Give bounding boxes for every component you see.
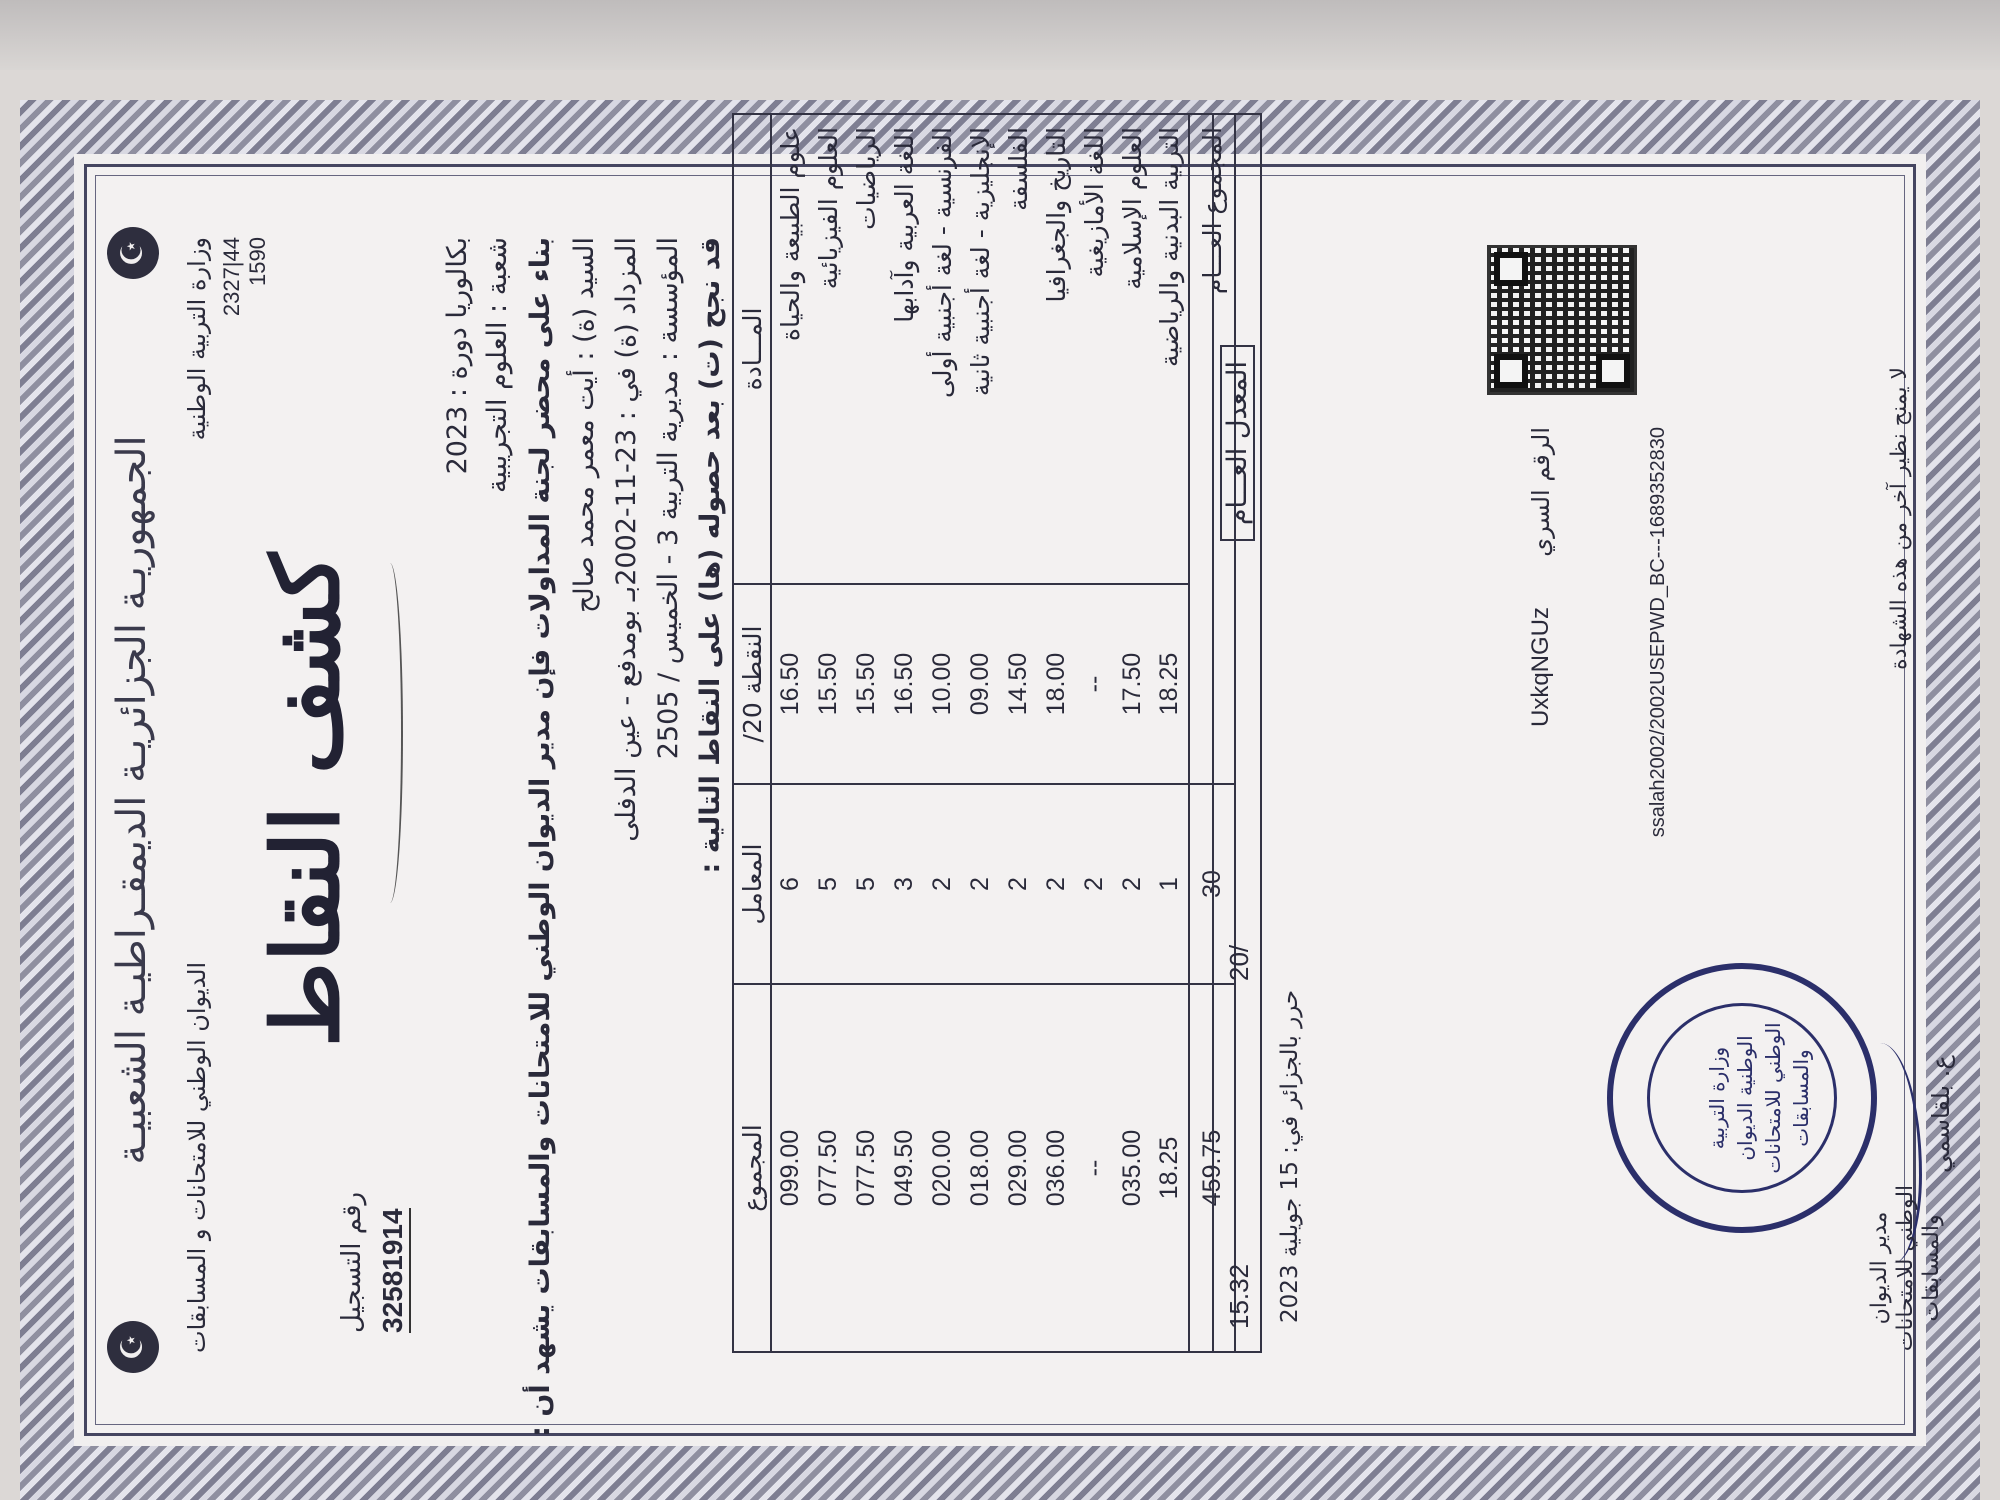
- qr-code-icon: [1487, 245, 1637, 395]
- table-row: [847, 114, 885, 1352]
- institution-line: المؤسسة : مديرية التربية 3 - الخميس / 2505: [653, 237, 684, 760]
- table-row: [771, 114, 809, 1352]
- table-row: [999, 114, 1037, 1352]
- coef-cell: 2: [1113, 784, 1151, 984]
- birth-line: المزداد (ة) في : 23-11-2002بـ بومدفع - عين الدفلى: [611, 237, 642, 842]
- total-cell: 029.00: [999, 984, 1037, 1352]
- secret-code-value: UxkqNGUz: [1527, 607, 1554, 728]
- grade-cell: --: [1075, 584, 1113, 784]
- table-row: [1151, 114, 1189, 1352]
- paper-shadow: [0, 0, 2000, 70]
- total-cell: 18.25: [1151, 984, 1189, 1352]
- issue-date: حرر بالجزائر في: 15 جويلية 2023: [1277, 989, 1303, 1323]
- coef-cell: 1: [1151, 784, 1189, 984]
- subject-cell: العلوم الفيزيائية: [809, 114, 847, 584]
- total-cell: 077.50: [809, 984, 847, 1352]
- sum-total: 459.75: [1189, 984, 1235, 1352]
- grade-cell: 18.00: [1037, 584, 1075, 784]
- candidate-name: السيد (ة) : أيت معمر محمد صالح: [569, 237, 600, 613]
- subject-cell: الفرنسية - لغة أجنبية أولى: [923, 114, 961, 584]
- coef-cell: 5: [847, 784, 885, 984]
- coef-cell: 2: [1075, 784, 1113, 984]
- table-row: [923, 114, 961, 1352]
- coef-cell: 2: [961, 784, 999, 984]
- grade-cell: 16.50: [885, 584, 923, 784]
- bottom-note: لا يمنح نظير آخر من هذه الشهادة: [1887, 367, 1912, 670]
- table-row: [809, 114, 847, 1352]
- branch-line: شعبة : العلوم التجريبية: [482, 237, 513, 493]
- director-title: مدير الديوان الوطني للامتحانات والمسابقات: [1867, 1184, 1944, 1352]
- qr-finder-pattern: [1494, 354, 1528, 388]
- registration-label: رقم التسجيل: [337, 1191, 367, 1333]
- secret-code-label: الرقم السري: [1527, 427, 1555, 557]
- subject-cell: علوم الطبيعة والحياة: [771, 114, 809, 584]
- qr-finder-pattern: [1494, 252, 1528, 286]
- grade-transcript-document: [20, 100, 1980, 1500]
- document-frame: [84, 127, 1955, 1437]
- qr-finder-pattern: [1596, 354, 1630, 388]
- coef-cell: 6: [771, 784, 809, 984]
- total-cell: 036.00: [1037, 984, 1075, 1352]
- table-row: [1037, 114, 1075, 1352]
- header-total: المجموع: [733, 984, 771, 1352]
- average-label: المعدل العـــام: [1220, 345, 1255, 541]
- grade-cell: 14.50: [999, 584, 1037, 784]
- coef-cell: 2: [1037, 784, 1075, 984]
- crescent-star-icon: ☪: [107, 227, 159, 279]
- average-value: 15.32: [1224, 1263, 1254, 1329]
- grade-cell: 16.50: [771, 584, 809, 784]
- coef-cell: 2: [923, 784, 961, 984]
- header-grade: النقطة 20/: [733, 584, 771, 784]
- registration-number: 32581914: [377, 1208, 411, 1333]
- header-coef: المعامل: [733, 784, 771, 984]
- sum-label: المجموع العـــام: [1189, 114, 1235, 784]
- stamp-text: وزارة التربية الوطنية الديوان الوطني للامتحانات والمسابقات: [1705, 1022, 1813, 1174]
- reference-line-2: 1590: [245, 237, 270, 286]
- total-cell: 049.50: [885, 984, 923, 1352]
- total-cell: 099.00: [771, 984, 809, 1352]
- subject-cell: الفلسفة: [999, 114, 1037, 584]
- header-subject: المـــادة: [733, 114, 771, 584]
- signer-name: ع. بلقاسمي: [1927, 1055, 1955, 1173]
- subject-cell: الرياضيات: [847, 114, 885, 584]
- sum-coef: 30: [1189, 784, 1235, 984]
- total-cell: 077.50: [847, 984, 885, 1352]
- document-serial: ssalah2002/2002USEPWD_BC---1689352830: [1647, 427, 1669, 838]
- republic-heading: الجمهوريـة الجزائريـة الديمقـراطيـة الشعبيـة: [109, 435, 155, 1165]
- reference-line-1: 2327|44: [219, 237, 244, 317]
- grade-cell: 15.50: [809, 584, 847, 784]
- subject-cell: التربية البدنية والرياضية: [1151, 114, 1189, 584]
- subject-cell: اللغة الأمازيغية: [1075, 114, 1113, 584]
- average-scale: 20/: [1224, 944, 1254, 981]
- crescent-star-icon: ☪: [107, 1321, 159, 1373]
- ministry-name: وزارة التربية الوطنية: [183, 237, 211, 441]
- session-line: بكالوريا دورة : 2023: [442, 237, 473, 475]
- subject-cell: اللغة العربية وآدابها: [885, 114, 923, 584]
- subject-cell: التاريخ والجغرافيا: [1037, 114, 1075, 584]
- table-row: [1113, 114, 1151, 1352]
- document-title: كشف النقاط: [252, 552, 360, 1048]
- total-cell: 035.00: [1113, 984, 1151, 1352]
- subject-cell: العلوم الإسلامية: [1113, 114, 1151, 584]
- table-row: [961, 114, 999, 1352]
- subject-cell: الإنجليزية - لغة أجنبية ثانية: [961, 114, 999, 584]
- grade-cell: 18.25: [1151, 584, 1189, 784]
- preamble-line: بناء على محضر لجنة المداولات فإن مدير الديوان الوطني للامتحانات والمسابقات يشهد أن :: [525, 237, 556, 1437]
- total-cell: 018.00: [961, 984, 999, 1352]
- coef-cell: 3: [885, 784, 923, 984]
- table-row: [885, 114, 923, 1352]
- coef-cell: 2: [999, 784, 1037, 984]
- grades-table: [732, 113, 1236, 1353]
- average-box: [1212, 113, 1262, 1353]
- table-header-row: [733, 114, 771, 1352]
- grade-cell: 17.50: [1113, 584, 1151, 784]
- grade-cell: 09.00: [961, 584, 999, 784]
- grade-cell: 15.50: [847, 584, 885, 784]
- total-cell: --: [1075, 984, 1113, 1352]
- total-cell: 020.00: [923, 984, 961, 1352]
- official-stamp: [1607, 963, 1877, 1233]
- grade-cell: 10.00: [923, 584, 961, 784]
- table-row: [1075, 114, 1113, 1352]
- office-name: الديوان الوطني للامتحانات و المسابقات: [183, 961, 211, 1353]
- result-line: قد نجح (ت) بعد حصوله (ها) على النقاط التالية :: [695, 237, 726, 874]
- coef-cell: 5: [809, 784, 847, 984]
- title-flourish: [377, 563, 403, 903]
